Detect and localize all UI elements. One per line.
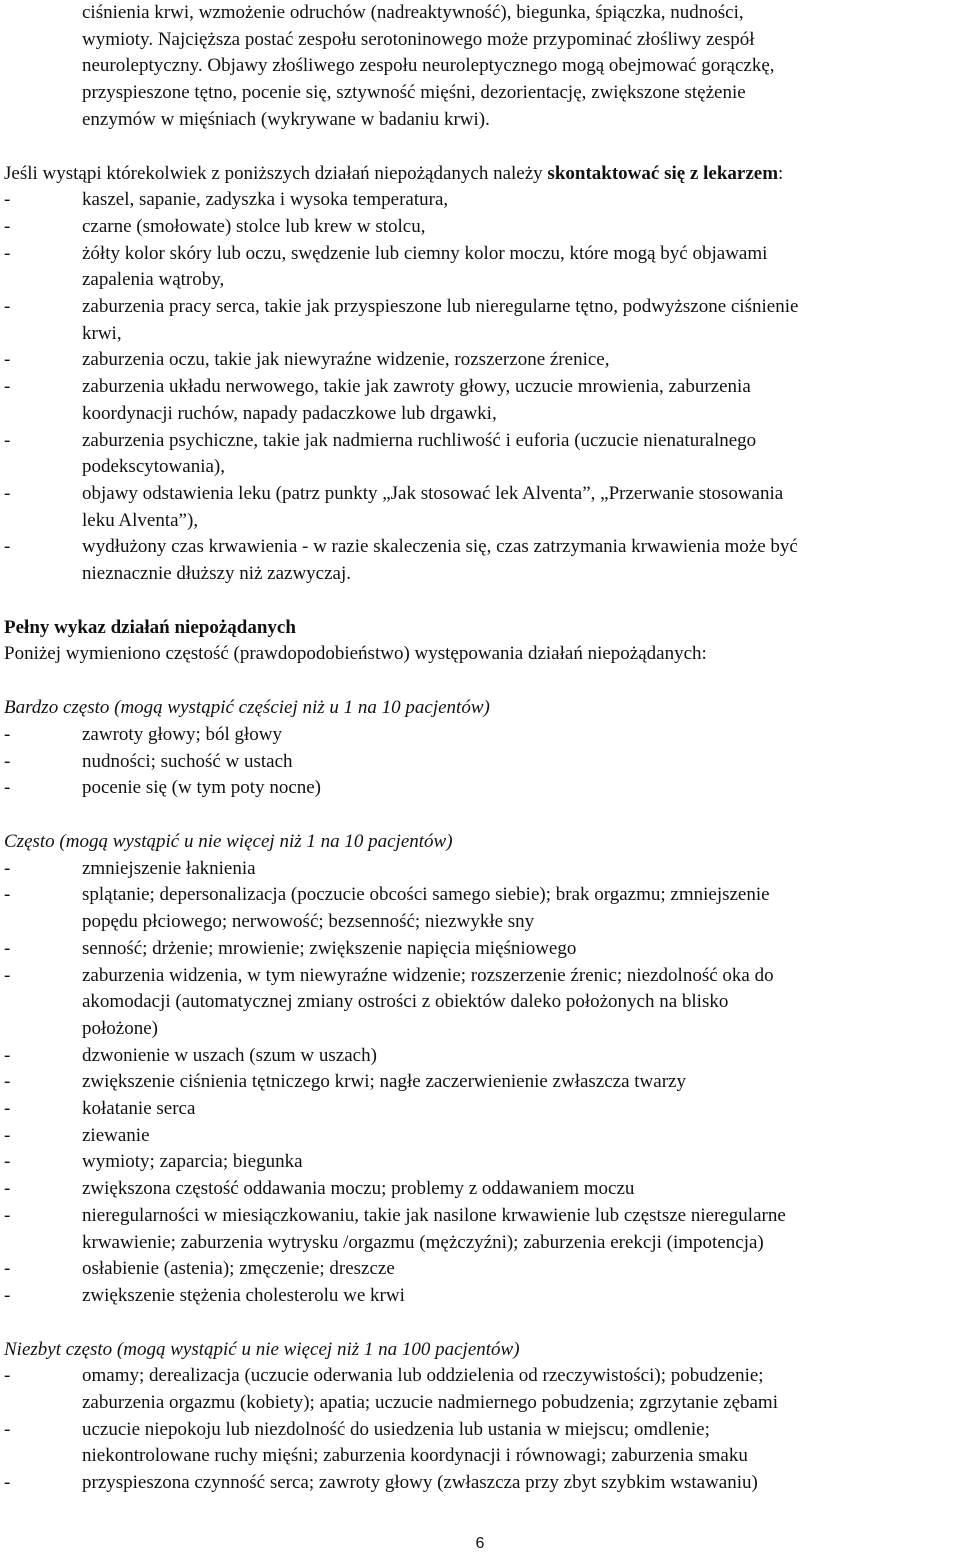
list-dash: - bbox=[4, 857, 11, 879]
list-item-line: objawy odstawienia leku (patrz punkty „Jak stosować lek Alventa”, „Przerwanie stosowania bbox=[82, 482, 784, 504]
list-dash: - bbox=[4, 884, 11, 906]
list-item bbox=[4, 241, 956, 294]
list-item-line: zaburzenia widzenia, w tym niewyraźne widzenie; rozszerzenie źrenic; niezdolność oka do bbox=[82, 964, 774, 986]
list-item-line: zwiększona częstość oddawania moczu; problemy z oddawaniem moczu bbox=[82, 1178, 635, 1200]
list-item-line: koordynacji ruchów, napady padaczkowe lub drgawki, bbox=[82, 402, 497, 424]
full-list-heading: Pełny wykaz działań niepożądanych bbox=[4, 616, 296, 638]
list-item-line: ziewanie bbox=[82, 1124, 150, 1146]
list-dash: - bbox=[4, 242, 11, 264]
list-item bbox=[4, 1283, 956, 1310]
list-dash: - bbox=[4, 349, 11, 371]
list-dash: - bbox=[4, 1472, 11, 1494]
list-item-line: żółty kolor skóry lub oczu, swędzenie lub ciemny kolor moczu, które mogą być objawami bbox=[82, 242, 768, 264]
page-number: 6 bbox=[475, 1535, 485, 1552]
list-item-line: zaburzenia pracy serca, takie jak przyspieszone lub nieregularne tętno, podwyższone ciśnienie bbox=[82, 296, 799, 318]
list-item-line: zaburzenia układu nerwowego, takie jak zawroty głowy, uczucie mrowienia, zaburzenia bbox=[82, 376, 751, 398]
list-dash: - bbox=[4, 964, 11, 986]
list-item-line: zawroty głowy; ból głowy bbox=[82, 723, 283, 745]
list-item-line: kołatanie serca bbox=[82, 1098, 196, 1120]
list-dash: - bbox=[4, 1098, 11, 1120]
list-item bbox=[4, 1256, 956, 1283]
list-item bbox=[4, 534, 956, 587]
list-dash: - bbox=[4, 215, 11, 237]
text-line: enzymów w mięśniach (wykrywane w badaniu krwi). bbox=[82, 108, 490, 130]
list-dash: - bbox=[4, 777, 11, 799]
list-dash: - bbox=[4, 296, 11, 318]
contact-doctor-list bbox=[4, 187, 956, 588]
full-list-intro: Poniżej wymieniono częstość (prawdopodobieństwo) występowania działań niepożądanych: bbox=[4, 643, 707, 665]
list-item-line: uczucie niepokoju lub niezdolność do usiedzenia lub ustania w miejscu; omdlenie; bbox=[82, 1418, 710, 1440]
list-item-line: popędu płciowego; nerwowość; bezsenność; niezwykłe sny bbox=[82, 911, 535, 933]
list-item bbox=[4, 1043, 956, 1070]
list-dash: - bbox=[4, 536, 11, 558]
list-item-line: przyspieszona czynność serca; zawroty głowy (zwłaszcza przy zbyt szybkim wstawaniu) bbox=[82, 1472, 758, 1494]
list-item-line: podekscytowania), bbox=[82, 456, 225, 478]
list-item-line: krwi, bbox=[82, 322, 122, 344]
list-dash: - bbox=[4, 1151, 11, 1173]
list-item bbox=[4, 481, 956, 534]
list-item-line: zaburzenia oczu, takie jak niewyraźne widzenie, rozszerzone źrenice, bbox=[82, 349, 610, 371]
list-dash: - bbox=[4, 723, 11, 745]
list-item bbox=[4, 1123, 956, 1150]
list-dash: - bbox=[4, 1178, 11, 1200]
list-item-line: niekontrolowane ruchy mięśni; zaburzenia koordynacji i równowagi; zaburzenia smaku bbox=[82, 1445, 748, 1467]
frequency-group-list bbox=[4, 722, 956, 802]
frequency-group-list bbox=[4, 1363, 956, 1497]
list-item-line: zwiększenie ciśnienia tętniczego krwi; nagłe zaczerwienienie zwłaszcza twarzy bbox=[82, 1071, 686, 1093]
list-item-line: dzwonienie w uszach (szum w uszach) bbox=[82, 1044, 377, 1066]
list-item bbox=[4, 882, 956, 935]
list-dash: - bbox=[4, 1284, 11, 1306]
list-dash: - bbox=[4, 189, 11, 211]
list-item bbox=[4, 775, 956, 802]
list-dash: - bbox=[4, 1071, 11, 1093]
list-item-line: krwawienie; zaburzenia wytrysku /orgazmu (mężczyźni); zaburzenia erekcji (impotencja) bbox=[82, 1231, 764, 1253]
list-item bbox=[4, 347, 956, 374]
list-item-line: splątanie; depersonalizacja (poczucie obcości samego siebie); brak orgazmu; zmniejszenie bbox=[82, 884, 770, 906]
frequency-group bbox=[4, 695, 956, 802]
list-dash: - bbox=[4, 1044, 11, 1066]
frequency-group-title: Często (mogą wystąpić u nie więcej niż 1 na 10 pacjentów) bbox=[4, 830, 453, 852]
frequency-group-title: Bardzo często (mogą wystąpić częściej niż u 1 na 10 pacjentów) bbox=[4, 697, 490, 719]
list-dash: - bbox=[4, 376, 11, 398]
list-item bbox=[4, 722, 956, 749]
list-item bbox=[4, 963, 956, 1043]
intro-paragraph bbox=[4, 0, 956, 134]
list-item-line: pocenie się (w tym poty nocne) bbox=[82, 777, 322, 799]
list-dash: - bbox=[4, 482, 11, 504]
contact-emphasis: skontaktować się z lekarzem bbox=[547, 162, 779, 184]
list-item bbox=[4, 1417, 956, 1470]
list-dash: - bbox=[4, 1418, 11, 1440]
list-item-line: zmniejszenie łaknienia bbox=[82, 857, 256, 879]
list-item bbox=[4, 749, 956, 776]
list-item-line: akomodacji (automatycznej zmiany ostrości z obiektów daleko położonych na blisko bbox=[82, 991, 729, 1013]
list-dash: - bbox=[4, 1365, 11, 1387]
list-item bbox=[4, 294, 956, 347]
list-item-line: kaszel, sapanie, zadyszka i wysoka temperatura, bbox=[82, 189, 449, 211]
list-item-line: osłabienie (astenia); zmęczenie; dreszcze bbox=[82, 1258, 395, 1280]
list-item-line: zapalenia wątroby, bbox=[82, 269, 225, 291]
list-item-line: wymioty; zaparcia; biegunka bbox=[82, 1151, 303, 1173]
list-item-line: zwiększenie stężenia cholesterolu we krwi bbox=[82, 1284, 405, 1306]
list-item bbox=[4, 428, 956, 481]
frequency-group bbox=[4, 1337, 956, 1497]
list-dash: - bbox=[4, 937, 11, 959]
list-item-line: nudności; suchość w ustach bbox=[82, 750, 293, 772]
list-item-line: zaburzenia orgazmu (kobiety); apatia; uczucie nadmiernego pobudzenia; zgrzytanie zębami bbox=[82, 1392, 778, 1414]
list-item bbox=[4, 214, 956, 241]
list-item-line: wydłużony czas krwawienia - w razie skaleczenia się, czas zatrzymania krwawienia może być bbox=[82, 536, 798, 558]
list-item bbox=[4, 1149, 956, 1176]
list-item-line: czarne (smołowate) stolce lub krew w stolcu, bbox=[82, 215, 426, 237]
frequency-group-title: Niezbyt często (mogą wystąpić u nie więcej niż 1 na 100 pacjentów) bbox=[4, 1338, 520, 1360]
list-item bbox=[4, 856, 956, 883]
list-item bbox=[4, 374, 956, 427]
list-item-line: senność; drżenie; mrowienie; zwiększenie napięcia mięśniowego bbox=[82, 937, 577, 959]
text-line: wymioty. Najcięższa postać zespołu serotoninowego może przypominać złośliwy zespół bbox=[82, 28, 755, 50]
list-item bbox=[4, 1096, 956, 1123]
list-item bbox=[4, 1176, 956, 1203]
list-item bbox=[4, 1470, 956, 1497]
list-dash: - bbox=[4, 1124, 11, 1146]
list-item-line: leku Alventa”), bbox=[82, 509, 199, 531]
contact-tail: : bbox=[778, 162, 784, 184]
contact-text: Jeśli wystąpi którekolwiek z poniższych działań niepożądanych należy bbox=[4, 162, 548, 184]
list-item-line: nieregularności w miesiączkowaniu, takie jak nasilone krwawienie lub częstsze nieregularne bbox=[82, 1204, 786, 1226]
list-item bbox=[4, 1363, 956, 1416]
frequency-group bbox=[4, 829, 956, 1310]
list-item-line: nieznacznie dłuższy niż zazwyczaj. bbox=[82, 563, 352, 585]
text-line: przyspieszone tętno, pocenie się, sztywność mięśni, dezorientację, zwiększone stężenie bbox=[82, 82, 746, 104]
contact-doctor-intro bbox=[4, 161, 956, 188]
list-item bbox=[4, 1203, 956, 1256]
list-item bbox=[4, 1069, 956, 1096]
text-line: ciśnienia krwi, wzmożenie odruchów (nadreaktywność), biegunka, śpiączka, nudności, bbox=[82, 2, 744, 23]
frequency-groups bbox=[4, 668, 956, 1497]
list-item-line: położone) bbox=[82, 1017, 158, 1039]
list-item-line: zaburzenia psychiczne, takie jak nadmierna ruchliwość i euforia (uczucie nienaturalnego bbox=[82, 429, 757, 451]
list-dash: - bbox=[4, 750, 11, 772]
list-dash: - bbox=[4, 1204, 11, 1226]
document-page bbox=[4, 0, 956, 1497]
text-line: neuroleptyczny. Objawy złośliwego zespołu neuroleptycznego mogą obejmować gorączkę, bbox=[82, 55, 775, 77]
list-dash: - bbox=[4, 429, 11, 451]
frequency-group-list bbox=[4, 856, 956, 1310]
list-dash: - bbox=[4, 1258, 11, 1280]
list-item-line: omamy; derealizacja (uczucie oderwania lub oddzielenia od rzeczywistości); pobudzenie; bbox=[82, 1365, 764, 1387]
list-item bbox=[4, 936, 956, 963]
list-item bbox=[4, 187, 956, 214]
